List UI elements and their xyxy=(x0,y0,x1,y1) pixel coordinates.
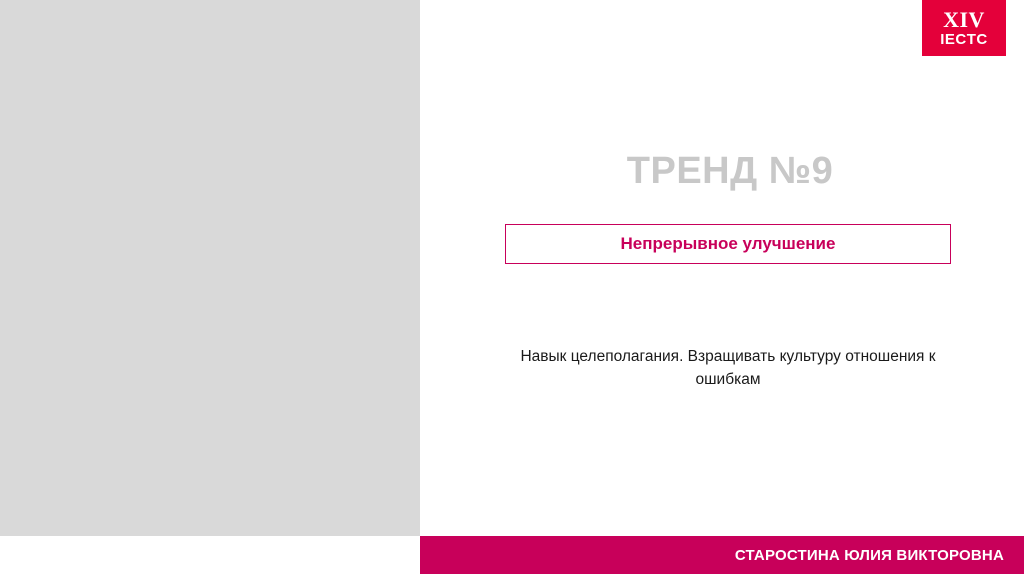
subtitle-box xyxy=(505,224,951,264)
left-image-panel xyxy=(0,0,420,536)
body-text: Навык целеполагания. Взращивать культуру отношения к ошибкам xyxy=(520,348,936,389)
footer-bar xyxy=(420,536,1024,574)
page-title: ТРЕНД №9 xyxy=(626,150,834,192)
subtitle-text: Непрерывное улучшение xyxy=(620,234,836,253)
logo-line-1: XIV xyxy=(943,7,985,32)
conference-logo xyxy=(922,0,1006,56)
presenter-name: СТАРОСТИНА ЮЛИЯ ВИКТОРОВНА xyxy=(734,546,1004,564)
logo-line-2: IECTC xyxy=(940,31,988,48)
